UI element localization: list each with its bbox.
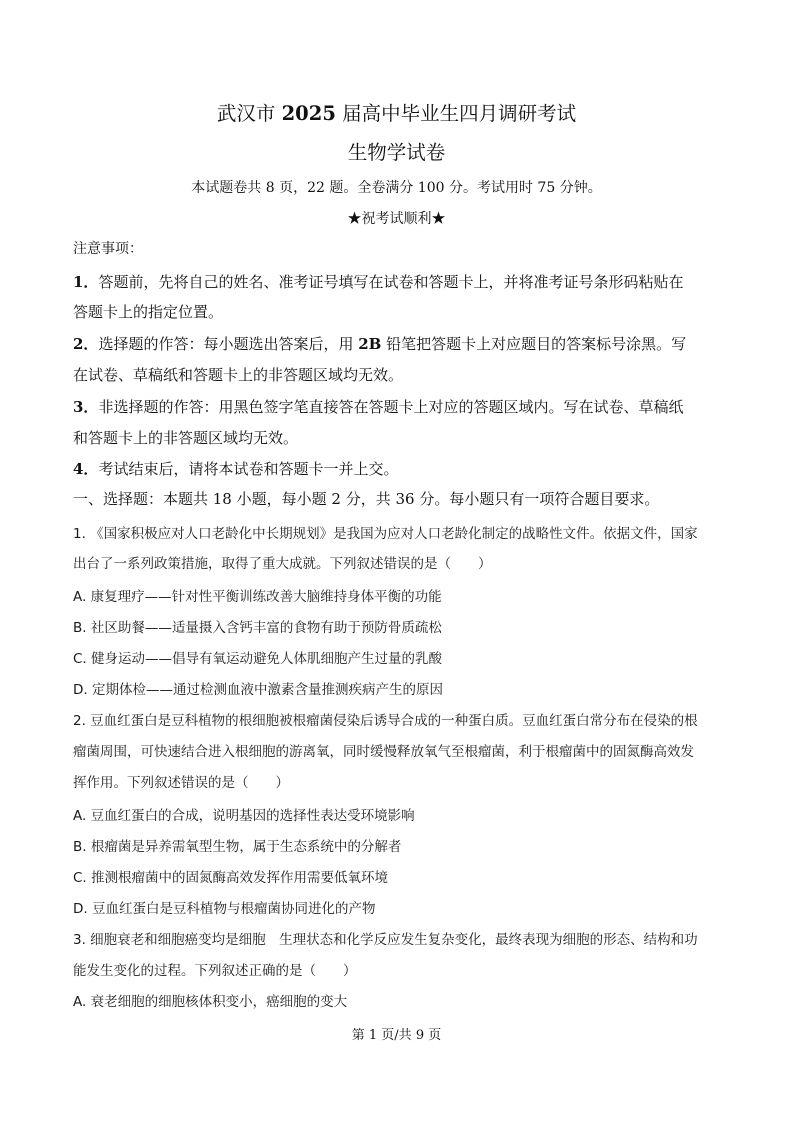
note-1-line-1 [73,271,683,292]
q1-option-a: A. 康复理疗——针对性平衡训练改善大脑维持身体平衡的功能 [73,589,442,605]
exam-info: 本试题卷共 8 页，22 题。全卷满分 100 分。考试用时 75 分钟。 [191,180,602,196]
note-number: 1． [73,273,99,291]
q3-option-a: A. 衰老细胞的细胞核体积变小，癌细胞的变大 [73,994,348,1010]
q3-stem-line-1: 3. 细胞衰老和细胞癌变均是细胞 生理状态和化学反应发生复杂变化，最终表现为细胞的形态、结构和功 [73,932,698,948]
note-text: 非选择题的作答：用黑色签字笔直接答在答题卡上对应的答题区域内。写在试卷、草稿纸 [98,398,684,416]
q2-stem-line-2: 瘤菌周围，可快速结合进入根细胞的游离氧，同时缓慢释放氧气至根瘤菌，利于根瘤菌中的固氮酶高效发 [73,744,694,760]
notes-heading: 注意事项： [73,241,143,257]
q2-option-d: D. 豆血红蛋白是豆科植物与根瘤菌协同进化的产物 [73,901,376,917]
note-text: 答题前，先将自己的姓名、准考证号填写在试卷和答题卡上，并将准考证号条形码粘贴在 [98,273,684,291]
note-2-line-2: 在试卷、草稿纸和答题卡上的非答题区域均无效。 [73,366,404,384]
q2-option-c: C. 推测根瘤菌中的固氮酶高效发挥作用需要低氧环境 [73,870,389,886]
q1-stem-line-1: 1. 《国家积极应对人口老龄化中长期规划》是我国为应对人口老龄化制定的战略性文件。依据文件，国家 [73,526,698,542]
note-3-line-1 [73,396,683,417]
blessing-text: ★祝考试顺利★ [347,211,446,227]
q1-option-b: B. 社区助餐——适量摄入含钙丰富的食物有助于预防骨质疏松 [73,620,442,636]
q2-option-a: A. 豆血红蛋白的合成，说明基因的选择性表达受环境影响 [73,808,415,824]
note-number: 2． [73,335,99,353]
note-text: 考试结束后，请将本试卷和答题卡一并上交。 [98,460,399,478]
note-4-line-1 [73,458,398,479]
pencil-grade: 2B [358,335,382,353]
title-suffix: 届高中毕业生四月调研考试 [335,102,577,125]
note-number: 3． [73,398,99,416]
note-2-line-1 [73,333,686,354]
note-text: 铅笔把答题卡上对应题目的答案标号涂黑。写 [381,335,687,353]
q2-option-b: B. 根瘤菌是异养需氧型生物，属于生态系统中的分解者 [73,839,402,855]
q2-stem-line-1: 2. 豆血红蛋白是豆科植物的根细胞被根瘤菌侵染后诱导合成的一种蛋白质。豆血红蛋白常分布在侵染的根 [73,713,698,729]
exam-subtitle: 生物学试卷 [347,141,446,164]
q1-option-c: C. 健身运动——倡导有氧运动避免人体肌细胞产生过量的乳酸 [73,651,443,667]
note-number: 4． [73,460,99,478]
note-text: 选择题的作答：每小题选出答案后，用 [98,335,359,353]
page-number-footer: 第 1 页/共 9 页 [351,1028,442,1043]
title-prefix: 武汉市 [216,102,282,125]
title-year: 2025 [281,102,336,125]
note-3-line-2: 和答题卡上的非答题区域均无效。 [73,429,299,447]
note-1-line-2: 答题卡上的指定位置。 [73,303,224,321]
exam-title [0,98,793,126]
q3-stem-line-2: 能发生变化的过程。下列叙述正确的是（ ） [73,963,357,979]
section-heading: 一、选择题：本题共 18 小题，每小题 2 分，共 36 分。每小题只有一项符合题目要求。 [73,490,660,508]
q2-stem-line-3: 挥作用。下列叙述错误的是（ ） [73,775,289,791]
q1-stem-line-2: 出台了一系列政策措施，取得了重大成就。下列叙述错误的是（ ） [73,556,492,572]
q1-option-d: D. 定期体检——通过检测血液中激素含量推测疾病产生的原因 [73,682,443,698]
